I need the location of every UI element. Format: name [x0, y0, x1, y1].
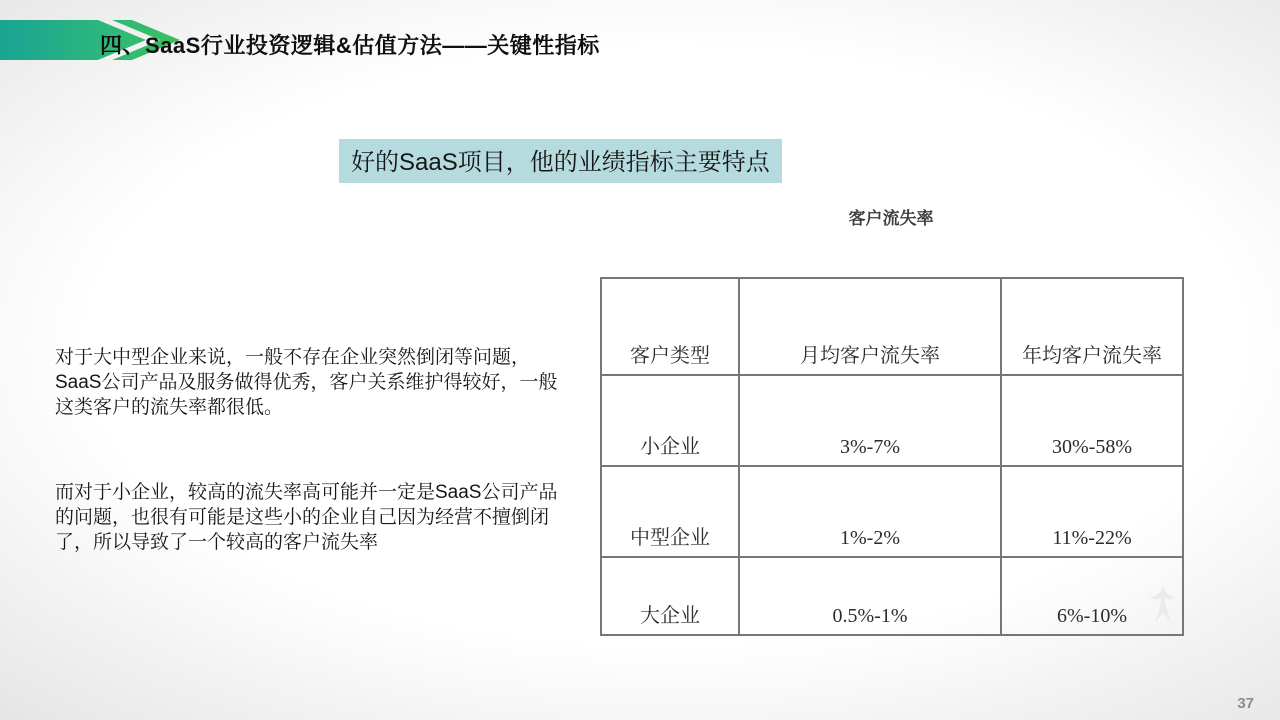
body-paragraph-small-enterprises: 而对于小企业，较高的流失率高可能并一定是SaaS公司产品的问题，也很有可能是这些小的企业自己因为经营不擅倒闭了，所以导致了一个较高的客户流失率	[55, 482, 558, 553]
body-paragraph-large-mid-enterprises: 对于大中型企业来说，一般不存在企业突然倒闭等问题，SaaS公司产品及服务做得优秀，客户关系维护得较好，一般这类客户的流失率都很低。	[55, 347, 558, 418]
cell-small-monthly: 3%-7%	[739, 375, 1001, 466]
cell-large-annual: 6%-10%	[1001, 557, 1183, 635]
cell-large-monthly: 0.5%-1%	[739, 557, 1001, 635]
subtitle-highlight: 好的SaaS项目，他的业绩指标主要特点	[339, 139, 782, 183]
cell-small-annual: 30%-58%	[1001, 375, 1183, 466]
cell-mid-enterprise: 中型企业	[601, 466, 739, 557]
cell-mid-annual: 11%-22%	[1001, 466, 1183, 557]
slide-title: 四、SaaS行业投资逻辑&估值方法——关键性指标	[100, 33, 600, 58]
page-number: 37	[1237, 695, 1254, 712]
churn-rate-table	[600, 277, 1184, 636]
table-row	[601, 466, 1183, 557]
cell-large-enterprise: 大企业	[601, 557, 739, 635]
cell-mid-monthly: 1%-2%	[739, 466, 1001, 557]
table-row	[601, 557, 1183, 635]
col-header-annual-churn: 年均客户流失率	[1001, 278, 1183, 375]
table-title: 客户流失率	[848, 209, 934, 228]
col-header-monthly-churn: 月均客户流失率	[739, 278, 1001, 375]
table-row	[601, 375, 1183, 466]
table-header-row	[601, 278, 1183, 375]
cell-small-enterprise: 小企业	[601, 375, 739, 466]
col-header-customer-type: 客户类型	[601, 278, 739, 375]
